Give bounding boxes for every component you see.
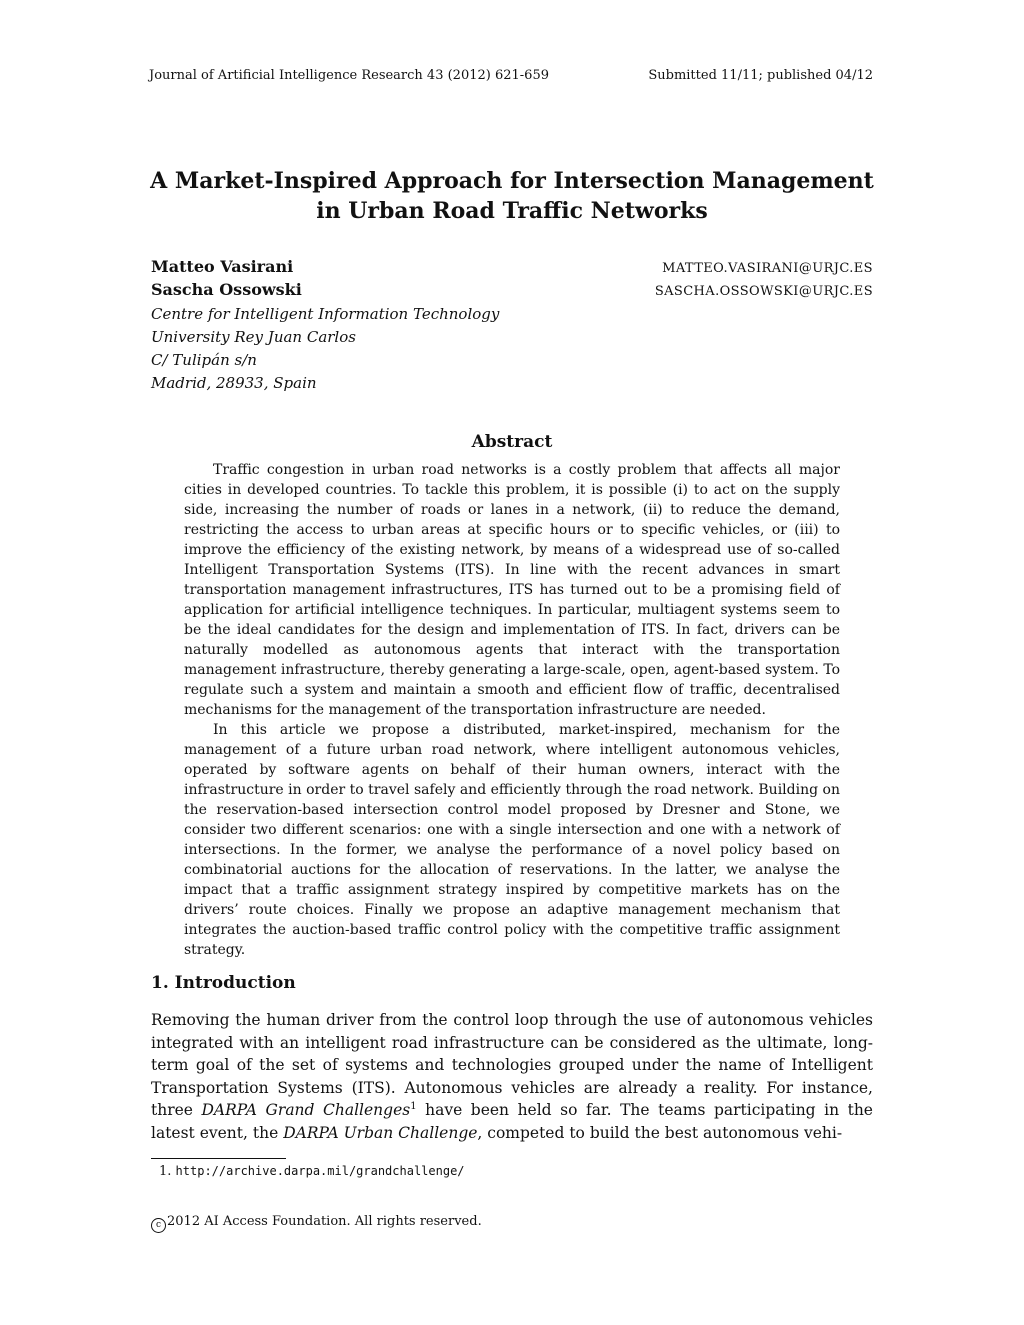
journal-header: Journal of Artificial Intelligence Research 43 (2012) 621-659 xyxy=(149,68,549,83)
affiliation-line: Madrid, 28933, Spain xyxy=(151,374,317,392)
introduction-body xyxy=(151,1009,873,1145)
paper-title-line-1: A Market-Inspired Approach for Intersection Management xyxy=(150,168,874,194)
author-name: Sascha Ossowski xyxy=(151,280,302,299)
copyright-notice xyxy=(151,1213,482,1233)
affiliation-line: University Rey Juan Carlos xyxy=(151,328,356,346)
footnote-url-link[interactable]: http://archive.darpa.mil/grandchallenge/ xyxy=(175,1164,465,1178)
section-heading-introduction: 1. Introduction xyxy=(151,973,296,993)
intro-text: have been held so far. The teams participating in the latest event, the xyxy=(151,1101,873,1142)
intro-emphasis: DARPA Grand Challenges xyxy=(201,1101,411,1120)
intro-text: , competed to build the best autonomous vehi- xyxy=(477,1123,843,1142)
author-email: SASCHA.OSSOWSKI@URJC.ES xyxy=(654,284,873,299)
author-email: MATTEO.VASIRANI@URJC.ES xyxy=(662,261,873,276)
submission-dates: Submitted 11/11; published 04/12 xyxy=(648,68,873,83)
footnote xyxy=(159,1162,465,1181)
introduction-paragraph xyxy=(151,1009,873,1145)
affiliation-line: Centre for Intelligent Information Technology xyxy=(151,305,500,323)
intro-emphasis: DARPA Urban Challenge xyxy=(283,1123,478,1142)
copyright-icon: c xyxy=(151,1218,166,1233)
abstract-body xyxy=(184,460,840,960)
abstract-paragraph: Traffic congestion in urban road networks is a costly problem that affects all major cities in developed countries. To tackle this problem, it is possible (i) to act on the supply side, increasing the number of roads or lanes in a network, (ii) to reduce the demand, restricting the access to urban areas at specific hours or to specific vehicles, or (iii) to improve the efficiency of the existing network, by means of a widespread use of so-called Intelligent Transportation Systems (ITS). In line with the recent advances in smart transportation management infrastructures, ITS has turned out to be a promising field of application for artificial intelligence techniques. In particular, multiagent systems seem to be the ideal candidates for the design and implementation of ITS. In fact, drivers can be naturally modelled as autonomous agents that interact with the transportation management infrastructure, thereby generating a large-scale, open, agent-based system. To regulate such a system and maintain a smooth and efficient flow of traffic, decentralised mechanisms for the management of the transportation infrastructure are needed. xyxy=(184,462,840,718)
intro-text: Removing the human driver from the control loop through the use of autonomous vehicles integrated with an intelligent road infrastructure can be considered as the ultimate, long-term goal of the set of systems and technologies grouped under the name of Intelligent Transportation Systems (ITS). Autonomous vehicles are already a reality. For instance, three xyxy=(151,1011,873,1120)
footnote-marker[interactable]: 1 xyxy=(410,1101,417,1113)
paper-title-line-2: in Urban Road Traffic Networks xyxy=(316,198,708,224)
abstract-heading: Abstract xyxy=(471,432,553,452)
abstract-paragraph: In this article we propose a distributed, market-inspired, mechanism for the management of a future urban road network, where intelligent autonomous vehicles, operated by software agents on behalf of their human owners, interact with the infrastructure in order to travel safely and efficiently through the road network. Building on the reservation-based intersection control model proposed by Dresner and Stone, we consider two different scenarios: one with a single intersection and one with a network of intersections. In the former, we analyse the performance of a novel policy based on combinatorial auctions for the allocation of reservations. In the latter, we analyse the impact that a traffic assignment strategy inspired by competitive markets has on the drivers’ route choices. Finally we propose an adaptive management mechanism that integrates the auction-based traffic control policy with the competitive traffic assignment strategy. xyxy=(184,722,840,958)
footnote-number: 1. xyxy=(159,1164,172,1179)
affiliation-line: C/ Tulipán s/n xyxy=(151,351,257,369)
footnote-divider xyxy=(151,1158,286,1159)
copyright-text: 2012 AI Access Foundation. All rights reserved. xyxy=(167,1214,482,1229)
author-name: Matteo Vasirani xyxy=(151,257,294,276)
